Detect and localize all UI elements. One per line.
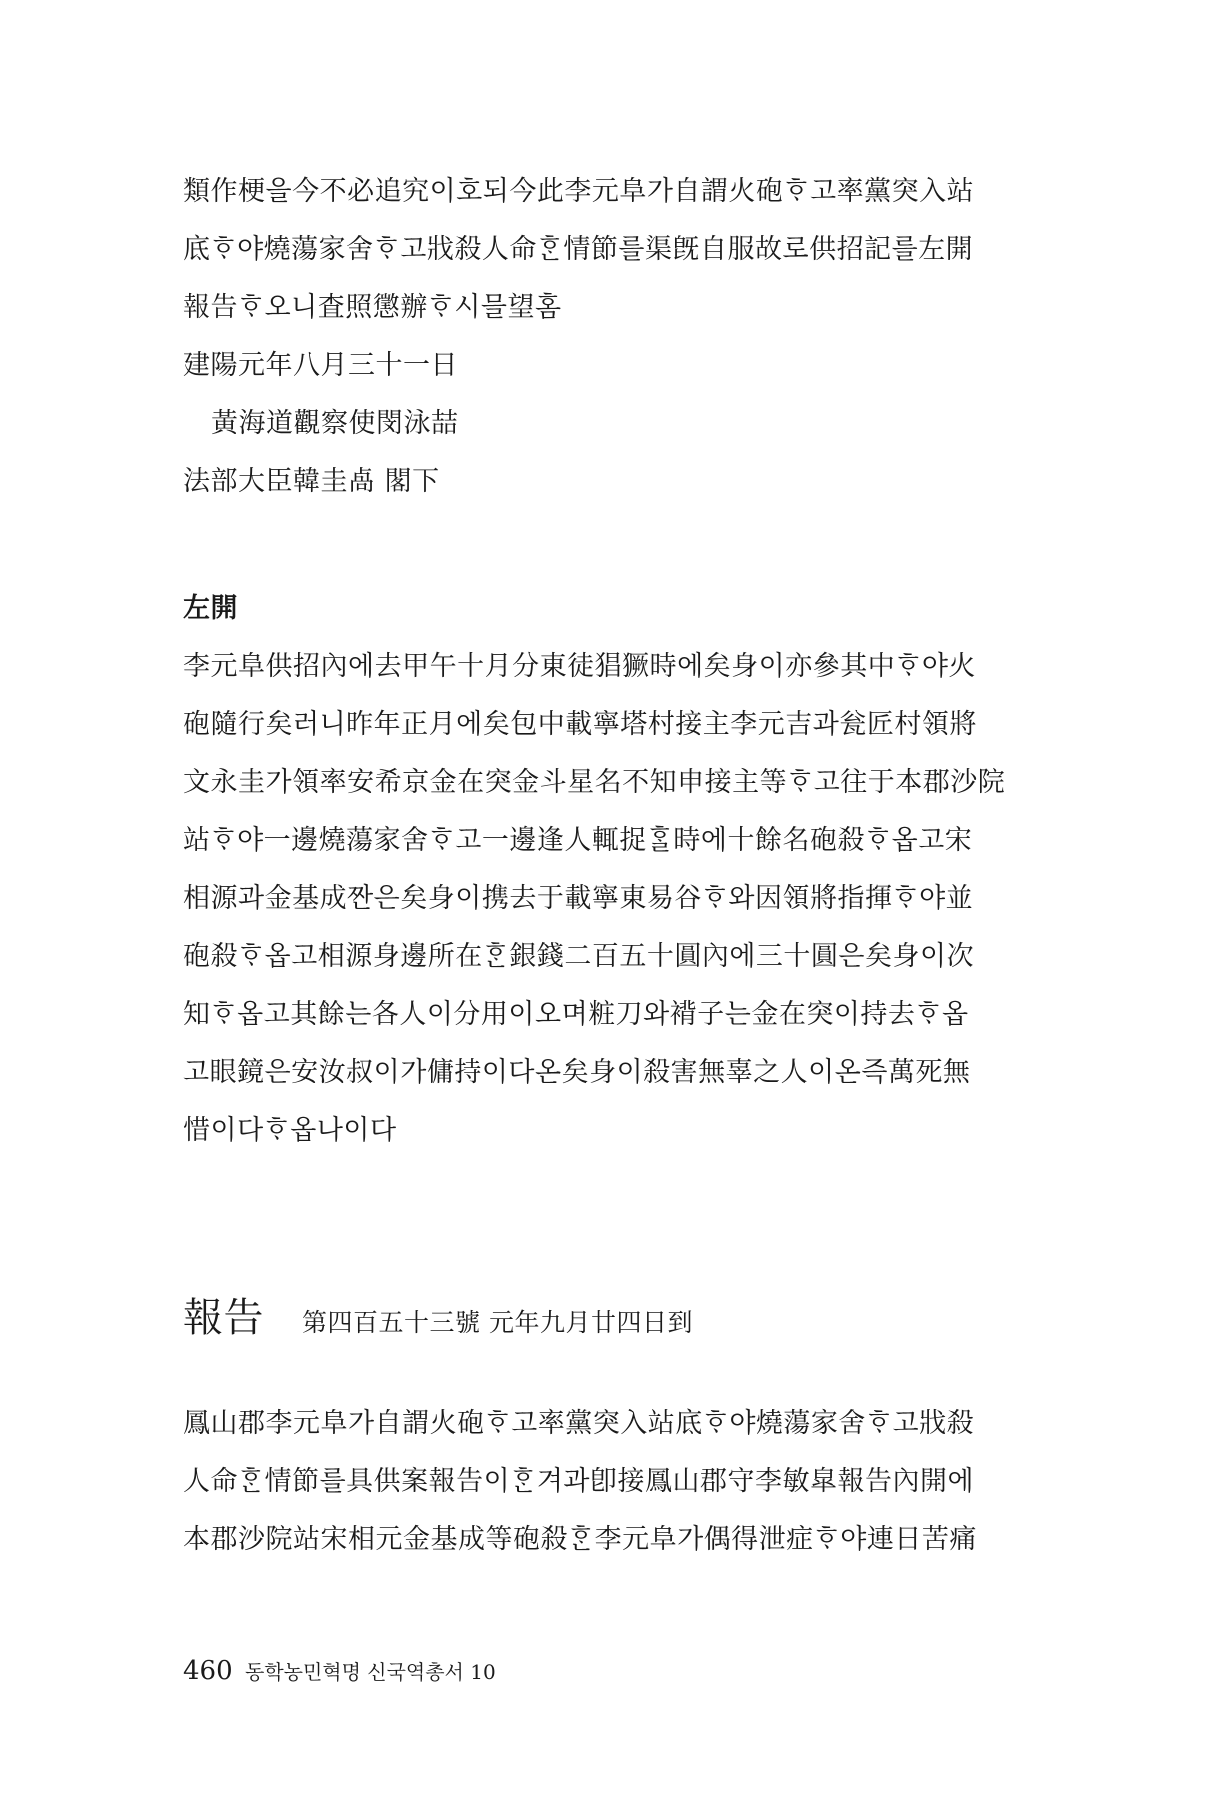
page-footer — [183, 1656, 496, 1686]
text-line: 人命ᄒᆞᆫ情節를具供案報告이ᄒᆞᆫ겨과卽接鳳山郡守李敏皐報告內開에 — [183, 1466, 975, 1497]
section-heading: 左開 — [183, 593, 238, 624]
text-line: 站ᄒᆞ야一邊燒蕩家舍ᄒᆞ고一邊逢人輒捉ᄒᆞᆯ時에十餘名砲殺ᄒᆞ옵고宋 — [183, 825, 973, 856]
date-line: 建陽元年八月三十一日 — [183, 350, 458, 381]
report-number-date: 第四百五十三號 元年九月廿四日到 — [302, 1308, 693, 1337]
text-line: 고眼鏡은安汝叔이가傭持이다온矣身이殺害無辜之人이온즉萬死無 — [183, 1057, 971, 1088]
text-line: 相源과金基成짠은矣身이携去于載寧東易谷ᄒᆞ와因領將指揮ᄒᆞ야並 — [183, 883, 974, 914]
text-line: 底ᄒᆞ야燒蕩家舍ᄒᆞ고戕殺人命ᄒᆞᆫ情節를渠旣自服故로供招記를左開 — [183, 234, 974, 265]
book-title: 동학농민혁명 신국역총서 10 — [245, 1660, 496, 1684]
recipient-line: 法部大臣韓圭卨 閣下 — [183, 466, 440, 497]
block-report-body — [183, 1395, 1043, 1569]
block-left-open — [183, 580, 1043, 1160]
text-line: 知ᄒᆞ옵고其餘는各人이分用이오며粧刀와褙子는金在突이持去ᄒᆞ옵 — [183, 999, 969, 1030]
text-line: 李元阜供招內에去甲午十月分東徒猖獗時에矣身이亦參其中ᄒᆞ야火 — [183, 651, 976, 682]
block-report-continuation — [183, 163, 1043, 511]
text-line: 惜이다ᄒᆞ옵나이다 — [183, 1115, 397, 1146]
report-heading — [183, 1286, 1043, 1355]
text-line: 文永圭가領率安希京金在突金斗星名不知申接主等ᄒᆞ고往于本郡沙院 — [183, 767, 1006, 798]
text-line: 砲殺ᄒᆞ옵고相源身邊所在ᄒᆞᆫ銀錢二百五十圓內에三十圓은矣身이次 — [183, 941, 975, 972]
page-number: 460 — [183, 1656, 233, 1686]
report-title: 報告 — [183, 1295, 264, 1341]
text-line: 砲隨行矣러니昨年正月에矣包中載寧塔村接主李元吉과瓮匠村領將 — [183, 709, 977, 740]
sender-line: 黃海道觀察使閔泳喆 — [211, 408, 459, 439]
text-line: 本郡沙院站宋相元金基成等砲殺ᄒᆞᆫ李元阜가偶得泄症ᄒᆞ야連日苦痛 — [183, 1524, 977, 1555]
text-line: 類作梗을今不必追究이호되今此李元阜가自謂火砲ᄒᆞ고率黨突入站 — [183, 176, 975, 207]
text-line: 鳳山郡李元阜가自謂火砲ᄒᆞ고率黨突入站底ᄒᆞ야燒蕩家舍ᄒᆞ고戕殺 — [183, 1408, 975, 1439]
text-line: 報告ᄒᆞ오니査照懲辦ᄒᆞ시믈望홈 — [183, 292, 562, 323]
